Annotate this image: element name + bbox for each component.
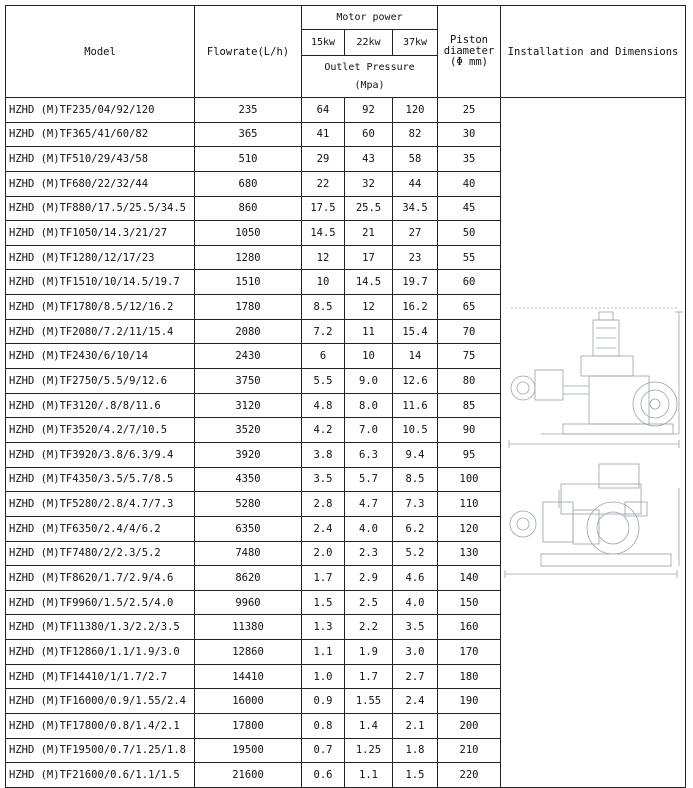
model-cell: HZHD (M)TF19500/0.7/1.25/1.8 — [6, 738, 195, 763]
piston-diameter-cell: 55 — [438, 245, 501, 270]
flowrate-cell: 7480 — [195, 541, 302, 566]
pressure-15kw-cell: 0.8 — [302, 714, 345, 739]
pressure-37kw-cell: 14 — [393, 344, 438, 369]
piston-label-line2: diameter — [443, 45, 495, 57]
pressure-15kw-cell: 4.2 — [302, 418, 345, 443]
model-cell: HZHD (M)TF1510/10/14.5/19.7 — [6, 270, 195, 295]
drawing-top-view — [505, 464, 679, 578]
pressure-22kw-cell: 1.4 — [345, 714, 393, 739]
pressure-37kw-cell: 3.5 — [393, 615, 438, 640]
piston-diameter-cell: 40 — [438, 171, 501, 196]
model-cell: HZHD (M)TF7480/2/2.3/5.2 — [6, 541, 195, 566]
piston-diameter-cell: 35 — [438, 147, 501, 172]
pressure-22kw-cell: 8.0 — [345, 393, 393, 418]
flowrate-cell: 21600 — [195, 763, 302, 788]
pressure-15kw-cell: 0.7 — [302, 738, 345, 763]
pressure-15kw-cell: 0.9 — [302, 689, 345, 714]
pressure-37kw-cell: 2.4 — [393, 689, 438, 714]
flowrate-cell: 510 — [195, 147, 302, 172]
pressure-22kw-cell: 21 — [345, 221, 393, 246]
pressure-37kw-cell: 10.5 — [393, 418, 438, 443]
piston-diameter-cell: 160 — [438, 615, 501, 640]
piston-diameter-cell: 30 — [438, 122, 501, 147]
flowrate-cell: 2080 — [195, 319, 302, 344]
drawing-side-view — [509, 308, 683, 448]
pressure-37kw-cell: 82 — [393, 122, 438, 147]
flowrate-cell: 4350 — [195, 467, 302, 492]
model-cell: HZHD (M)TF11380/1.3/2.2/3.5 — [6, 615, 195, 640]
header-kw-22: 22kw — [345, 30, 393, 56]
header-outlet-pressure — [302, 56, 438, 98]
piston-diameter-cell: 190 — [438, 689, 501, 714]
table-row — [6, 98, 686, 123]
pressure-22kw-cell: 2.9 — [345, 566, 393, 591]
model-cell: HZHD (M)TF510/29/43/58 — [6, 147, 195, 172]
model-cell: HZHD (M)TF3520/4.2/7/10.5 — [6, 418, 195, 443]
pressure-22kw-cell: 6.3 — [345, 442, 393, 467]
piston-diameter-cell: 50 — [438, 221, 501, 246]
pressure-37kw-cell: 2.7 — [393, 664, 438, 689]
outlet-pressure-label: Outlet Pressure — [324, 61, 415, 73]
flowrate-cell: 680 — [195, 171, 302, 196]
header-kw-37: 37kw — [393, 30, 438, 56]
flowrate-cell: 3520 — [195, 418, 302, 443]
installation-drawing-cell — [501, 98, 686, 788]
pressure-15kw-cell: 1.5 — [302, 590, 345, 615]
pressure-15kw-cell: 2.0 — [302, 541, 345, 566]
flowrate-cell: 1510 — [195, 270, 302, 295]
piston-label-line1: Piston — [450, 34, 488, 46]
piston-diameter-cell: 180 — [438, 664, 501, 689]
flowrate-cell: 12860 — [195, 640, 302, 665]
pressure-37kw-cell: 4.0 — [393, 590, 438, 615]
pressure-22kw-cell: 1.9 — [345, 640, 393, 665]
pressure-22kw-cell: 60 — [345, 122, 393, 147]
piston-diameter-cell: 95 — [438, 442, 501, 467]
pressure-15kw-cell: 3.5 — [302, 467, 345, 492]
pressure-15kw-cell: 2.4 — [302, 516, 345, 541]
pressure-15kw-cell: 1.1 — [302, 640, 345, 665]
piston-diameter-cell: 170 — [438, 640, 501, 665]
flowrate-cell: 235 — [195, 98, 302, 123]
pressure-37kw-cell: 15.4 — [393, 319, 438, 344]
pressure-22kw-cell: 9.0 — [345, 369, 393, 394]
model-cell: HZHD (M)TF880/17.5/25.5/34.5 — [6, 196, 195, 221]
pressure-37kw-cell: 120 — [393, 98, 438, 123]
pressure-22kw-cell: 4.0 — [345, 516, 393, 541]
flowrate-cell: 3120 — [195, 393, 302, 418]
piston-diameter-cell: 25 — [438, 98, 501, 123]
pressure-15kw-cell: 1.3 — [302, 615, 345, 640]
pressure-15kw-cell: 29 — [302, 147, 345, 172]
model-cell: HZHD (M)TF365/41/60/82 — [6, 122, 195, 147]
pressure-37kw-cell: 3.0 — [393, 640, 438, 665]
pressure-15kw-cell: 12 — [302, 245, 345, 270]
pressure-22kw-cell: 1.1 — [345, 763, 393, 788]
piston-diameter-cell: 130 — [438, 541, 501, 566]
pressure-15kw-cell: 1.7 — [302, 566, 345, 591]
pressure-15kw-cell: 8.5 — [302, 295, 345, 320]
pressure-37kw-cell: 12.6 — [393, 369, 438, 394]
model-cell: HZHD (M)TF2080/7.2/11/15.4 — [6, 319, 195, 344]
pressure-22kw-cell: 10 — [345, 344, 393, 369]
piston-diameter-cell: 110 — [438, 492, 501, 517]
pressure-22kw-cell: 14.5 — [345, 270, 393, 295]
pressure-22kw-cell: 5.7 — [345, 467, 393, 492]
flowrate-cell: 17800 — [195, 714, 302, 739]
piston-diameter-cell: 220 — [438, 763, 501, 788]
flowrate-cell: 1280 — [195, 245, 302, 270]
pressure-22kw-cell: 12 — [345, 295, 393, 320]
pressure-15kw-cell: 4.8 — [302, 393, 345, 418]
pressure-22kw-cell: 92 — [345, 98, 393, 123]
piston-diameter-cell: 150 — [438, 590, 501, 615]
piston-diameter-cell: 80 — [438, 369, 501, 394]
flowrate-cell: 16000 — [195, 689, 302, 714]
pressure-37kw-cell: 5.2 — [393, 541, 438, 566]
pressure-37kw-cell: 11.6 — [393, 393, 438, 418]
pressure-37kw-cell: 23 — [393, 245, 438, 270]
pressure-22kw-cell: 2.2 — [345, 615, 393, 640]
model-cell: HZHD (M)TF2750/5.5/9/12.6 — [6, 369, 195, 394]
model-cell: HZHD (M)TF2430/6/10/14 — [6, 344, 195, 369]
header-model: Model — [6, 6, 195, 98]
header-flowrate: Flowrate(L/h) — [195, 6, 302, 98]
pressure-22kw-cell: 1.25 — [345, 738, 393, 763]
model-cell: HZHD (M)TF3920/3.8/6.3/9.4 — [6, 442, 195, 467]
header-kw-15: 15kw — [302, 30, 345, 56]
piston-diameter-cell: 90 — [438, 418, 501, 443]
pressure-15kw-cell: 3.8 — [302, 442, 345, 467]
piston-diameter-cell: 120 — [438, 516, 501, 541]
pressure-22kw-cell: 7.0 — [345, 418, 393, 443]
flowrate-cell: 3750 — [195, 369, 302, 394]
piston-diameter-cell: 65 — [438, 295, 501, 320]
pressure-37kw-cell: 2.1 — [393, 714, 438, 739]
pressure-22kw-cell: 1.7 — [345, 664, 393, 689]
flowrate-cell: 11380 — [195, 615, 302, 640]
pressure-37kw-cell: 6.2 — [393, 516, 438, 541]
flowrate-cell: 5280 — [195, 492, 302, 517]
model-cell: HZHD (M)TF17800/0.8/1.4/2.1 — [6, 714, 195, 739]
model-cell: HZHD (M)TF3120/.8/8/11.6 — [6, 393, 195, 418]
model-cell: HZHD (M)TF5280/2.8/4.7/7.3 — [6, 492, 195, 517]
flowrate-cell: 1780 — [195, 295, 302, 320]
specification-table — [5, 5, 686, 788]
pressure-22kw-cell: 25.5 — [345, 196, 393, 221]
flowrate-cell: 19500 — [195, 738, 302, 763]
piston-diameter-cell: 75 — [438, 344, 501, 369]
flowrate-cell: 2430 — [195, 344, 302, 369]
model-cell: HZHD (M)TF4350/3.5/5.7/8.5 — [6, 467, 195, 492]
piston-diameter-cell: 100 — [438, 467, 501, 492]
pressure-37kw-cell: 58 — [393, 147, 438, 172]
pressure-22kw-cell: 11 — [345, 319, 393, 344]
pressure-22kw-cell: 32 — [345, 171, 393, 196]
flowrate-cell: 6350 — [195, 516, 302, 541]
pressure-15kw-cell: 0.6 — [302, 763, 345, 788]
pressure-15kw-cell: 6 — [302, 344, 345, 369]
piston-diameter-cell: 200 — [438, 714, 501, 739]
table-body — [6, 98, 686, 788]
model-cell: HZHD (M)TF1050/14.3/21/27 — [6, 221, 195, 246]
header-motor-power: Motor power — [302, 6, 438, 30]
flowrate-cell: 14410 — [195, 664, 302, 689]
pressure-37kw-cell: 1.8 — [393, 738, 438, 763]
model-cell: HZHD (M)TF8620/1.7/2.9/4.6 — [6, 566, 195, 591]
model-cell: HZHD (M)TF1780/8.5/12/16.2 — [6, 295, 195, 320]
piston-diameter-cell: 60 — [438, 270, 501, 295]
pressure-15kw-cell: 5.5 — [302, 369, 345, 394]
pressure-22kw-cell: 43 — [345, 147, 393, 172]
flowrate-cell: 3920 — [195, 442, 302, 467]
piston-diameter-cell: 85 — [438, 393, 501, 418]
pressure-37kw-cell: 7.3 — [393, 492, 438, 517]
pressure-15kw-cell: 2.8 — [302, 492, 345, 517]
pressure-37kw-cell: 1.5 — [393, 763, 438, 788]
pressure-22kw-cell: 2.5 — [345, 590, 393, 615]
piston-diameter-cell: 70 — [438, 319, 501, 344]
piston-diameter-cell: 45 — [438, 196, 501, 221]
header-installation: Installation and Dimensions — [501, 6, 686, 98]
piston-diameter-cell: 210 — [438, 738, 501, 763]
pressure-15kw-cell: 14.5 — [302, 221, 345, 246]
header-piston-diameter — [438, 6, 501, 98]
pump-dimension-drawing — [501, 98, 686, 784]
model-cell: HZHD (M)TF9960/1.5/2.5/4.0 — [6, 590, 195, 615]
pressure-37kw-cell: 8.5 — [393, 467, 438, 492]
outlet-pressure-unit: (Mpa) — [354, 79, 385, 91]
pressure-37kw-cell: 9.4 — [393, 442, 438, 467]
piston-diameter-cell: 140 — [438, 566, 501, 591]
pressure-37kw-cell: 19.7 — [393, 270, 438, 295]
model-cell: HZHD (M)TF14410/1/1.7/2.7 — [6, 664, 195, 689]
pressure-37kw-cell: 44 — [393, 171, 438, 196]
piston-label-line3: (Φ mm) — [450, 56, 488, 68]
pressure-15kw-cell: 41 — [302, 122, 345, 147]
model-cell: HZHD (M)TF6350/2.4/4/6.2 — [6, 516, 195, 541]
pressure-15kw-cell: 64 — [302, 98, 345, 123]
flowrate-cell: 8620 — [195, 566, 302, 591]
pressure-37kw-cell: 16.2 — [393, 295, 438, 320]
pressure-15kw-cell: 7.2 — [302, 319, 345, 344]
pressure-22kw-cell: 1.55 — [345, 689, 393, 714]
pressure-37kw-cell: 34.5 — [393, 196, 438, 221]
model-cell: HZHD (M)TF680/22/32/44 — [6, 171, 195, 196]
flowrate-cell: 9960 — [195, 590, 302, 615]
pressure-37kw-cell: 4.6 — [393, 566, 438, 591]
model-cell: HZHD (M)TF16000/0.9/1.55/2.4 — [6, 689, 195, 714]
pressure-37kw-cell: 27 — [393, 221, 438, 246]
flowrate-cell: 860 — [195, 196, 302, 221]
pressure-15kw-cell: 1.0 — [302, 664, 345, 689]
pressure-22kw-cell: 4.7 — [345, 492, 393, 517]
pressure-22kw-cell: 2.3 — [345, 541, 393, 566]
pressure-15kw-cell: 22 — [302, 171, 345, 196]
model-cell: HZHD (M)TF12860/1.1/1.9/3.0 — [6, 640, 195, 665]
model-cell: HZHD (M)TF21600/0.6/1.1/1.5 — [6, 763, 195, 788]
pressure-22kw-cell: 17 — [345, 245, 393, 270]
pressure-15kw-cell: 10 — [302, 270, 345, 295]
pressure-15kw-cell: 17.5 — [302, 196, 345, 221]
flowrate-cell: 1050 — [195, 221, 302, 246]
model-cell: HZHD (M)TF235/04/92/120 — [6, 98, 195, 123]
flowrate-cell: 365 — [195, 122, 302, 147]
model-cell: HZHD (M)TF1280/12/17/23 — [6, 245, 195, 270]
